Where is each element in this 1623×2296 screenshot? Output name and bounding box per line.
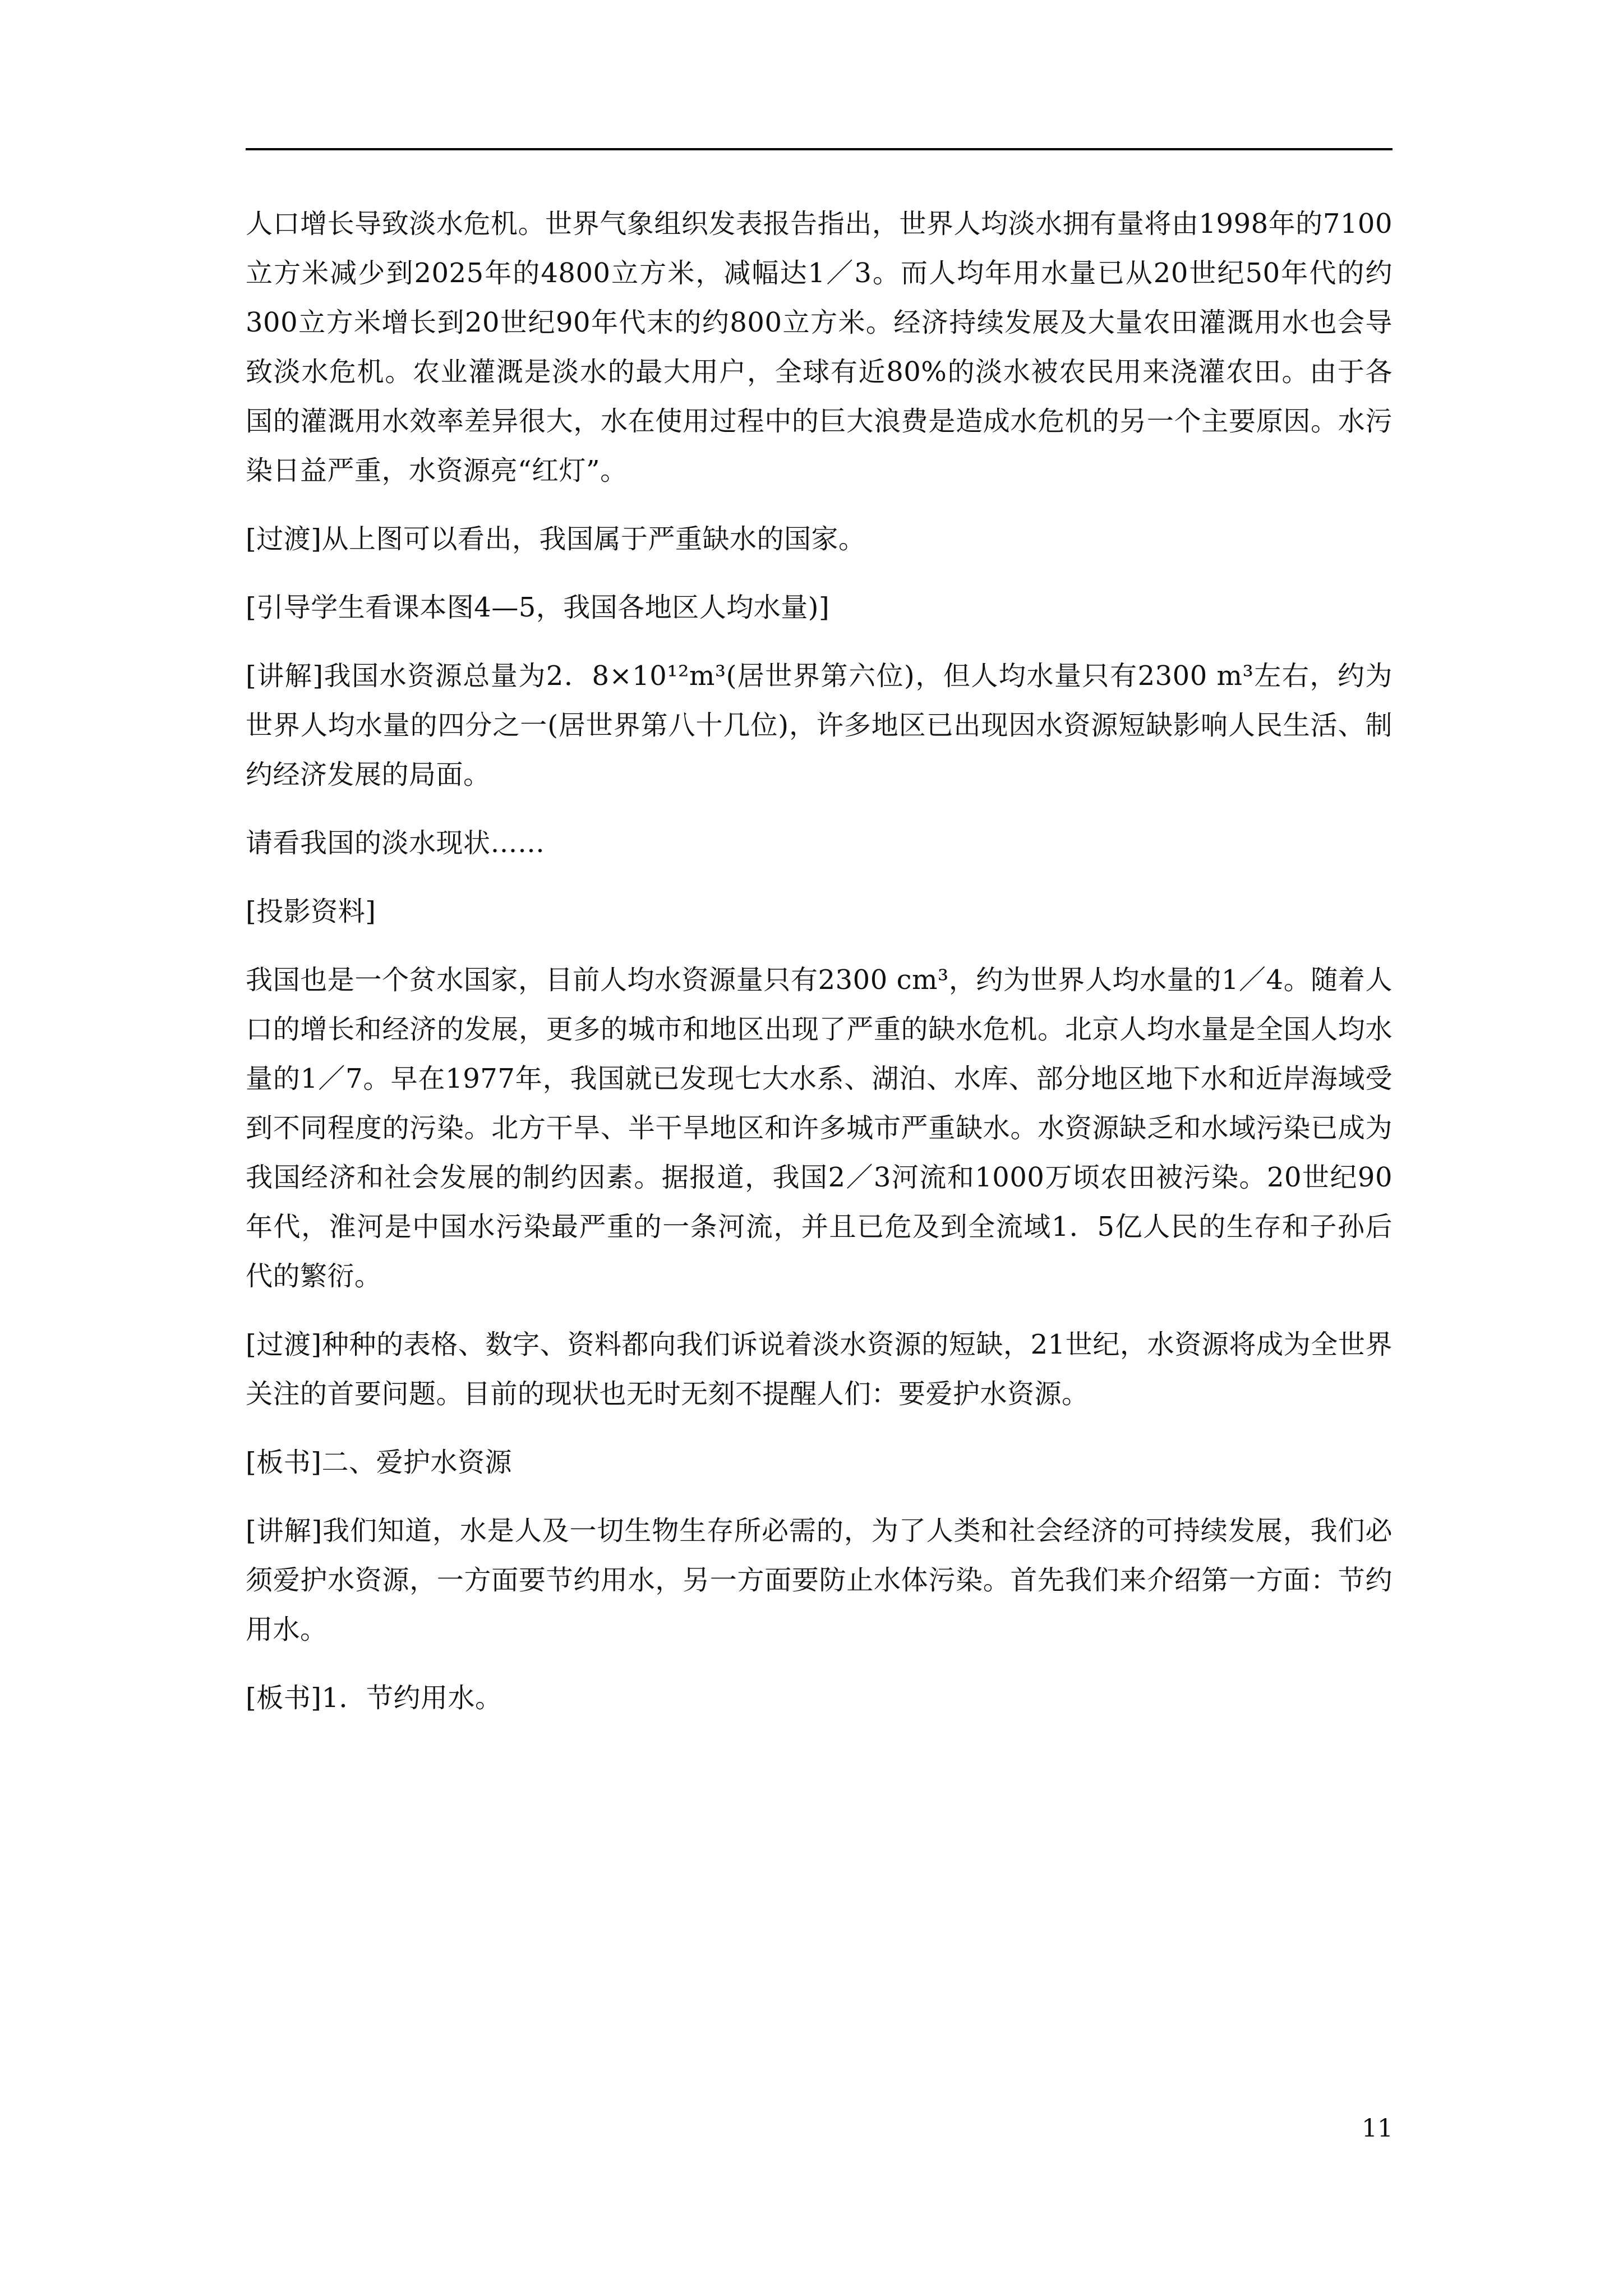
page-number: 11 [1362,2114,1393,2143]
paragraph-transition-2: [过渡]种种的表格、数字、资料都向我们诉说着淡水资源的短缺，21世纪，水资源将成为全世界关注的首要问题。目前的现状也无时无刻不提醒人们：要爱护水资源。 [246,1329,1393,1410]
body-text [246,199,1393,1723]
paragraph-guide-figure: [引导学生看课本图4—5，我国各地区人均水量)] [246,592,830,623]
paragraph-explain-1: [讲解]我国水资源总量为2．8×10¹²m³(居世界第六位)，但人均水量只有2300 m³左右，约为世界人均水量的四分之一(居世界第八十几位)，许多地区已出现因水资源短缺影响人民生活、制约经济发展的局面。 [246,660,1393,790]
header-rule [246,148,1393,150]
paragraph-transition-1: [过渡]从上图可以看出，我国属于严重缺水的国家。 [246,523,866,555]
paragraph-china-water: 我国也是一个贫水国家，目前人均水资源量只有2300 cm³，约为世界人均水量的1／4。随着人口的增长和经济的发展，更多的城市和地区出现了严重的缺水危机。北京人均水量是全国人均水量的1／7。早在1977年，我国就已发现七大水系、湖泊、水库、部分地区地下水和近岸海域受到不同程度的污染。北方干旱、半干旱地区和许多城市严重缺水。水资源缺乏和水域污染已成为我国经济和社会发展的制约因素。据报道，我国2／3河流和1000万顷农田被污染。20世纪90年代，淮河是中国水污染最严重的一条河流，并且已危及到全流域1．5亿人民的生存和子孙后代的繁衍。 [246,964,1393,1292]
paragraph-board-3: [板书]1．节约用水。 [246,1682,502,1714]
paragraph-current-status: 请看我国的淡水现状…… [246,827,545,859]
paragraph-explain-2: [讲解]我们知道，水是人及一切生物生存所必需的，为了人类和社会经济的可持续发展，我们必须爱护水资源，一方面要节约用水，另一方面要防止水体污染。首先我们来介绍第一方面：节约用水。 [246,1515,1393,1645]
paragraph-board-2: [板书]二、爱护水资源 [246,1447,512,1478]
paragraph-projection-material: [投影资料] [246,896,376,927]
paragraph-water-crisis: 人口增长导致淡水危机。世界气象组织发表报告指出，世界人均淡水拥有量将由1998年的7100立方米减少到2025年的4800立方米，减幅达1／3。而人均年用水量已从20世纪50年代的约300立方米增长到20世纪90年代末的约800立方米。经济持续发展及大量农田灌溉用水也会导致淡水危机。农业灌溉是淡水的最大用户，全球有近80%的淡水被农民用来浇灌农田。由于各国的灌溉用水效率差异很大，水在使用过程中的巨大浪费是造成水危机的另一个主要原因。水污染日益严重，水资源亮“红灯”。 [246,208,1393,486]
